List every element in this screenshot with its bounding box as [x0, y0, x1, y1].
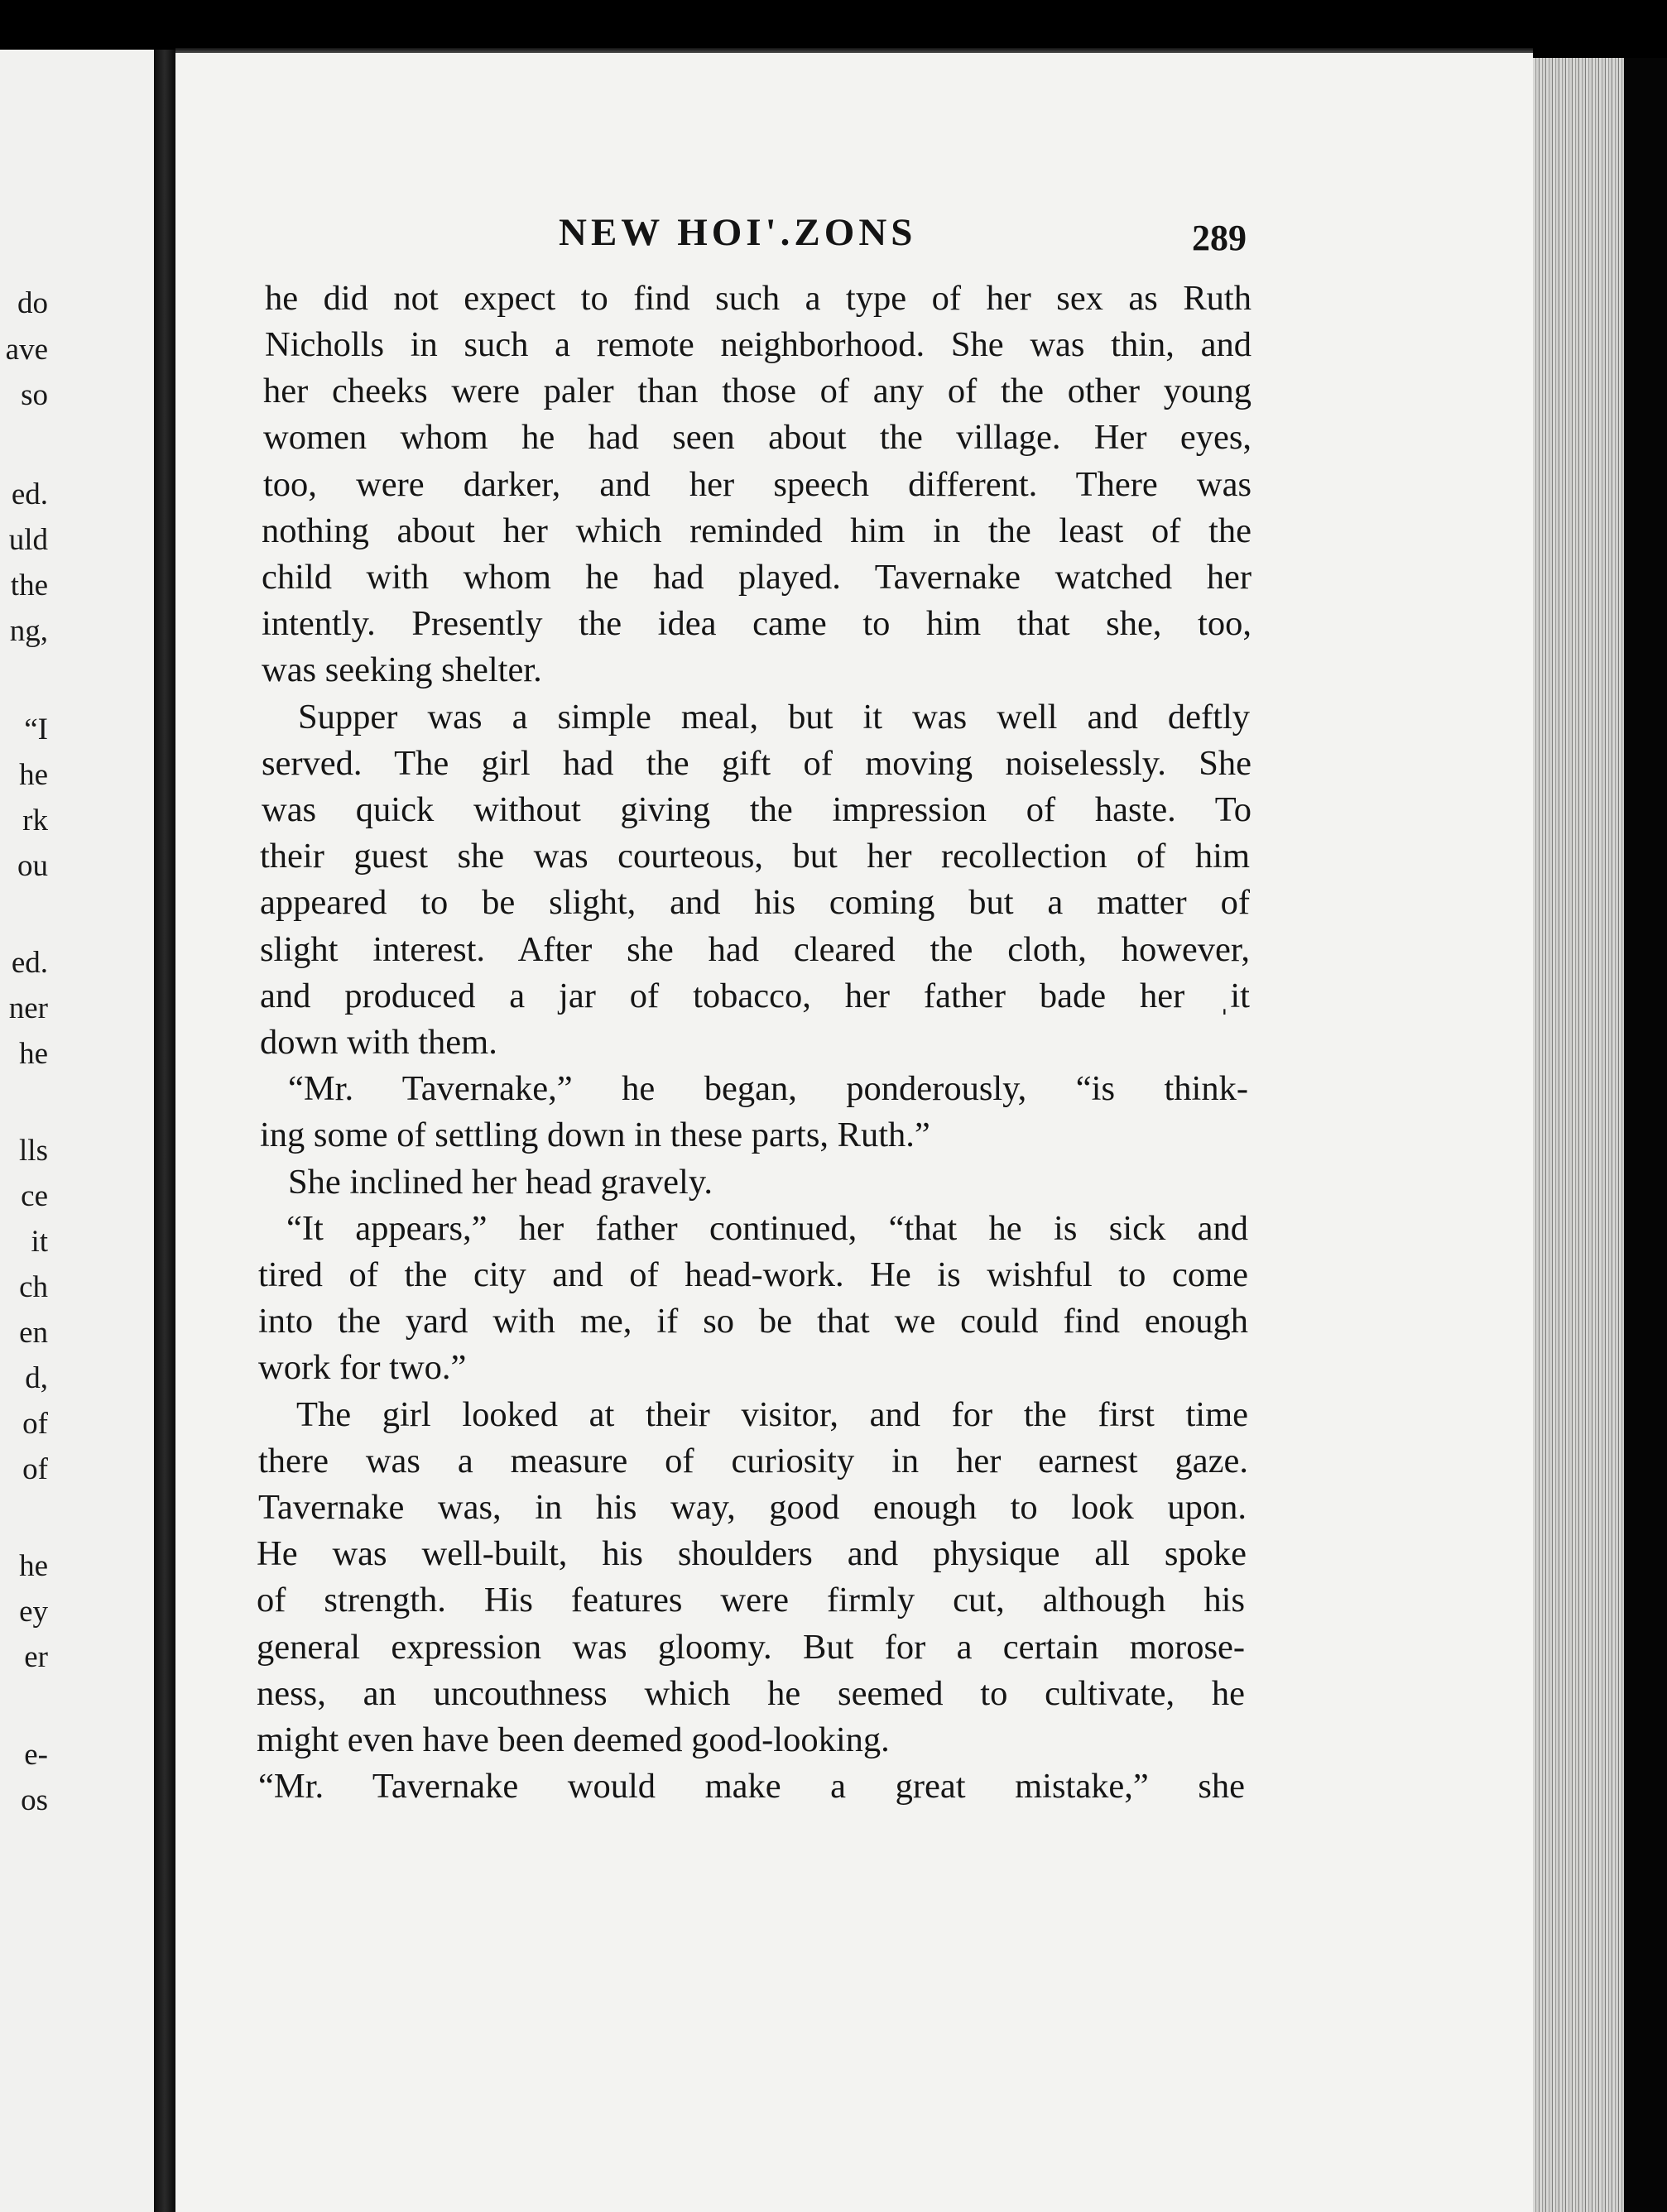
text-line: Nicholls in such a remote neighborhood. She was thin, and [265, 325, 1251, 364]
text-line: He was well-built, his shoulders and physique all spoke [257, 1534, 1247, 1573]
facing-page-fragment: ave [5, 333, 48, 367]
text-line: into the yard with me, if so be that we could find enough [258, 1302, 1248, 1341]
facing-page-fragment: the [10, 569, 48, 602]
text-line: their guest she was courteous, but her recollection of him [260, 837, 1250, 876]
text-line: ing some of settling down in these parts, Ruth.” [260, 1116, 930, 1154]
facing-page-fragment: ce [21, 1179, 48, 1213]
text-line: was quick without giving the impression of haste. To [262, 790, 1251, 829]
facing-page-fragment: os [21, 1783, 48, 1817]
text-line: The girl looked at their visitor, and for the first time [296, 1395, 1248, 1434]
facing-page-fragment: uld [8, 523, 48, 557]
text-line: child with whom he had played. Tavernake watched her [262, 558, 1251, 597]
facing-page-fragment: it [31, 1225, 48, 1259]
text-line: intently. Presently the idea came to him that she, too, [262, 604, 1251, 643]
text-line: ness, an uncouthness which he seemed to cultivate, he [257, 1674, 1245, 1713]
facing-page-fragment: of [22, 1452, 48, 1486]
facing-page-fragment: so [21, 378, 48, 412]
facing-page-fragment: ch [19, 1270, 48, 1304]
facing-page-fragment: “I [24, 713, 48, 746]
facing-page-fragment: ng, [9, 614, 48, 648]
facing-page-fragment: ed. [11, 946, 48, 980]
text-line: work for two.” [258, 1348, 467, 1387]
text-line: and produced a jar of tobacco, her father bade her ˌit [260, 976, 1250, 1015]
facing-page-fragment: he [19, 758, 48, 792]
text-line: Supper was a simple meal, but it was well and deftly [298, 698, 1250, 737]
text-line: of strength. His features were firmly cut, although his [257, 1581, 1245, 1619]
text-line: there was a measure of curiosity in her earnest gaze. [258, 1442, 1248, 1480]
facing-page-fragment: d, [25, 1361, 48, 1395]
facing-page-fragment: en [19, 1316, 48, 1350]
text-line: “Mr. Tavernake would make a great mistake,” she [258, 1767, 1245, 1806]
facing-page-fragment: ner [8, 991, 48, 1025]
text-line: nothing about her which reminded him in the least of the [262, 511, 1251, 550]
scan-background-edge [1624, 58, 1667, 2212]
text-line: might even have been deemed good-looking. [257, 1720, 890, 1759]
text-line: appeared to be slight, and his coming but a matter of [260, 883, 1250, 922]
facing-page-fragment: lls [19, 1134, 48, 1168]
text-line: too, were darker, and her speech different. There was [263, 465, 1251, 504]
facing-page-fragment: of [22, 1407, 48, 1441]
facing-page-fragment: ed. [11, 477, 48, 511]
facing-page-fragment: he [19, 1549, 48, 1583]
facing-page-fragment: ou [17, 849, 48, 883]
facing-page-fragment: he [19, 1037, 48, 1071]
facing-page-margin [0, 50, 154, 2212]
book-gutter [154, 50, 175, 2212]
text-line: Tavernake was, in his way, good enough to look upon. [258, 1488, 1247, 1527]
text-line: he did not expect to find such a type of her sex as Ruth [265, 279, 1251, 318]
text-line: tired of the city and of head-work. He is wishful to come [258, 1255, 1248, 1294]
facing-page-fragment: rk [22, 804, 48, 837]
text-line: general expression was gloomy. But for a certain morose- [257, 1628, 1245, 1667]
page-number: 289 [1192, 218, 1247, 258]
page-stack-edge [1533, 58, 1624, 2212]
running-head: NEW HOI'.ZONS [559, 211, 917, 254]
text-line: slight interest. After she had cleared the cloth, however, [260, 930, 1250, 969]
text-line: was seeking shelter. [262, 650, 542, 689]
facing-page-fragment: e- [24, 1738, 48, 1772]
text-line: served. The girl had the gift of moving noiselessly. She [262, 744, 1251, 783]
facing-page-fragment: ey [19, 1595, 48, 1629]
text-line: She inclined her head gravely. [288, 1163, 713, 1202]
text-line: women whom he had seen about the village. Her eyes, [263, 418, 1251, 457]
facing-page-fragment: er [24, 1640, 48, 1674]
text-line: her cheeks were paler than those of any of the other young [263, 372, 1251, 410]
text-line: “It appears,” her father continued, “that he is sick and [286, 1209, 1248, 1248]
text-line: “Mr. Tavernake,” he began, ponderously, “is think- [288, 1069, 1248, 1108]
facing-page-fragment: do [17, 286, 48, 320]
text-line: down with them. [260, 1023, 497, 1062]
